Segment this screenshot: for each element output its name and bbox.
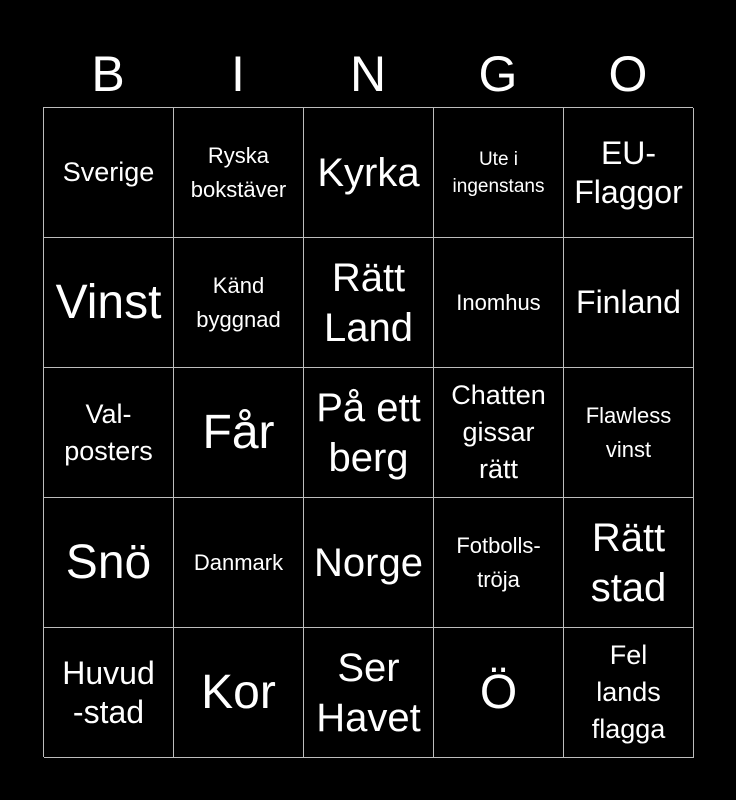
bingo-cell-r4-c4[interactable] bbox=[434, 498, 564, 628]
bingo-cell-r4-c3[interactable] bbox=[304, 498, 434, 628]
bingo-cell-label: Finland bbox=[576, 284, 681, 320]
bingo-cell-r5-c4[interactable] bbox=[434, 628, 564, 758]
bingo-cell-label: Vinst bbox=[55, 275, 162, 329]
bingo-cell-r5-c2[interactable] bbox=[174, 628, 304, 758]
bingo-cell-label: Chatten gissar rätt bbox=[451, 380, 546, 484]
header-letter-i: I bbox=[231, 46, 245, 102]
bingo-cell-label: På ett berg bbox=[316, 385, 421, 480]
bingo-cell-r1-c3[interactable] bbox=[304, 108, 434, 238]
bingo-cell-r1-c4[interactable] bbox=[434, 108, 564, 238]
bingo-cell-label: Huvud -stad bbox=[62, 654, 155, 730]
bingo-cell-label: Rätt stad bbox=[590, 515, 667, 610]
bingo-cell-label: Fotbolls- tröja bbox=[456, 532, 541, 592]
bingo-cell-label: Kor bbox=[201, 665, 276, 719]
bingo-cell-r3-c5[interactable] bbox=[564, 368, 694, 498]
bingo-cell-r3-c1[interactable] bbox=[44, 368, 174, 498]
bingo-cell-label: Ryska bokstäver bbox=[190, 142, 287, 202]
bingo-cell-label: EU- Flaggor bbox=[574, 134, 683, 210]
bingo-board bbox=[43, 107, 693, 757]
bingo-cell-r3-c2[interactable] bbox=[174, 368, 304, 498]
bingo-cell-r5-c3[interactable] bbox=[304, 628, 434, 758]
bingo-cell-r3-c4[interactable] bbox=[434, 368, 564, 498]
bingo-cell-label: Ö bbox=[479, 665, 518, 719]
bingo-cell-r4-c1[interactable] bbox=[44, 498, 174, 628]
bingo-cell-r4-c2[interactable] bbox=[174, 498, 304, 628]
bingo-cell-label: Kyrka bbox=[317, 150, 420, 195]
bingo-cell-r2-c5[interactable] bbox=[564, 238, 694, 368]
bingo-cell-r1-c1[interactable] bbox=[44, 108, 174, 238]
bingo-cell-label: Ser Havet bbox=[316, 645, 421, 740]
bingo-cell-r5-c1[interactable] bbox=[44, 628, 174, 758]
header-letter-b: B bbox=[91, 46, 125, 102]
bingo-cell-label: Ute i ingenstans bbox=[452, 148, 545, 197]
bingo-cell-r2-c3[interactable] bbox=[304, 238, 434, 368]
bingo-cell-r1-c2[interactable] bbox=[174, 108, 304, 238]
bingo-header bbox=[43, 44, 693, 104]
bingo-cell-r1-c5[interactable] bbox=[564, 108, 694, 238]
header-letter-g: G bbox=[478, 46, 518, 102]
bingo-cell-r5-c5[interactable] bbox=[564, 628, 694, 758]
bingo-cell-r2-c2[interactable] bbox=[174, 238, 304, 368]
bingo-cell-label: Danmark bbox=[193, 549, 284, 575]
bingo-cell-label: Känd byggnad bbox=[196, 272, 281, 332]
bingo-cell-label: Fel lands flagga bbox=[591, 640, 666, 744]
bingo-cell-label: Sverige bbox=[62, 157, 155, 187]
bingo-cell-label: Inomhus bbox=[456, 289, 541, 315]
bingo-cell-r2-c4[interactable] bbox=[434, 238, 564, 368]
bingo-cell-label: Får bbox=[202, 405, 275, 459]
header-letter-n: N bbox=[349, 46, 387, 102]
bingo-cell-label: Val- posters bbox=[64, 398, 153, 466]
bingo-cell-label: Rätt Land bbox=[324, 255, 413, 350]
bingo-cell-label: Flawless vinst bbox=[585, 402, 672, 462]
bingo-cell-r4-c5[interactable] bbox=[564, 498, 694, 628]
bingo-cell-label: Snö bbox=[65, 535, 152, 589]
bingo-cell-label: Norge bbox=[314, 540, 423, 585]
bingo-cell-r2-c1[interactable] bbox=[44, 238, 174, 368]
header-letter-o: O bbox=[608, 46, 648, 102]
bingo-cell-r3-c3[interactable] bbox=[304, 368, 434, 498]
